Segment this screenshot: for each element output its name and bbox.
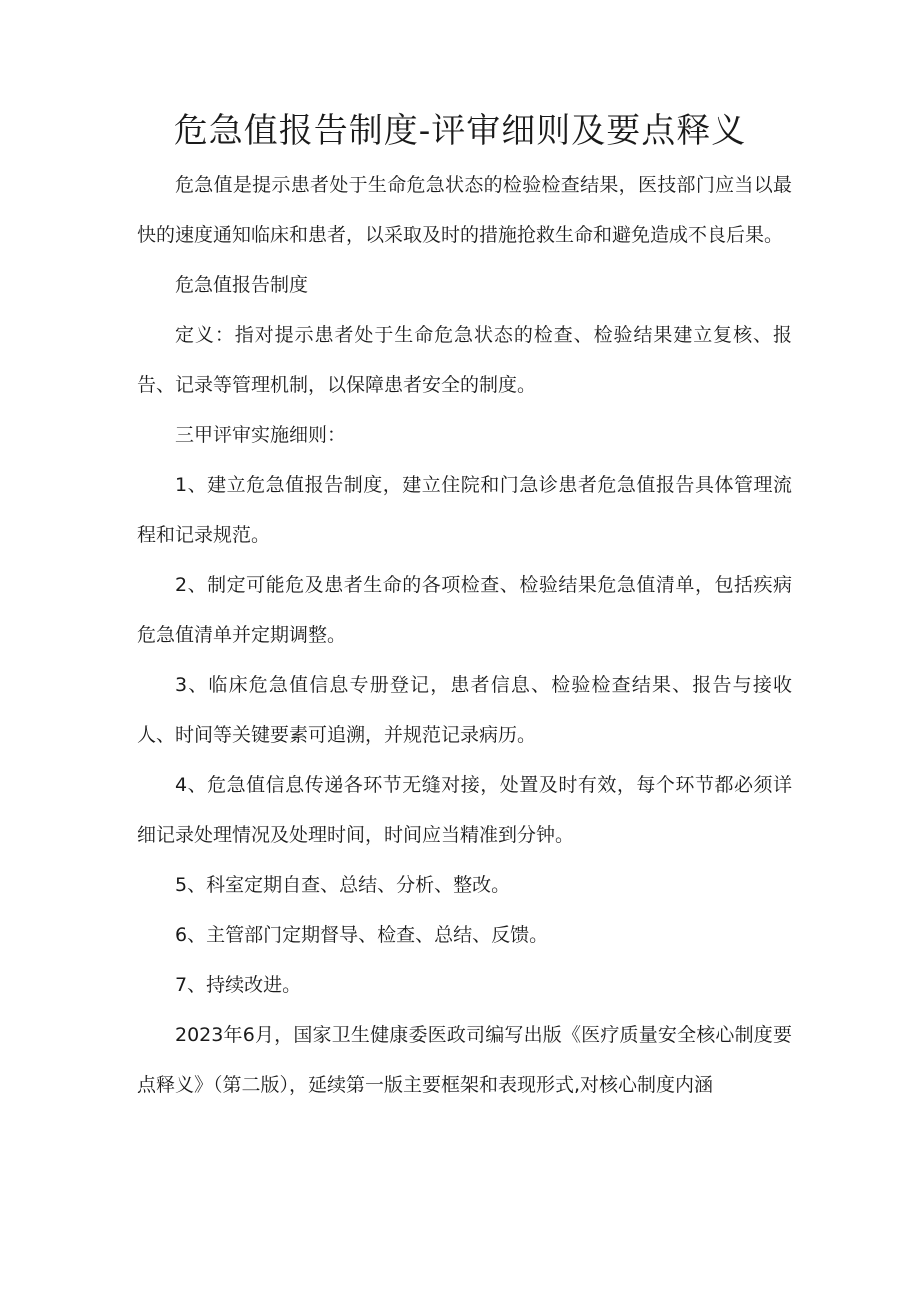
rule-item-4: 4、危急值信息传递各环节无缝对接，处置及时有效，每个环节都必须详细记录处理情况及处理时间，时间应当精准到分钟。 [137,774,792,846]
rule-item-3: 3、临床危急值信息专册登记，患者信息、检验检查结果、报告与接收人、时间等关键要素可追溯，并规范记录病历。 [137,674,792,746]
rule-item-1: 1、建立危急值报告制度，建立住院和门急诊患者危急值报告具体管理流程和记录规范。 [137,474,792,546]
rule-item-2: 2、制定可能危及患者生命的各项检查、检验结果危急值清单，包括疾病危急值清单并定期调整。 [137,574,792,646]
rules-heading: 三甲评审实施细则： [175,424,347,446]
definition-paragraph: 定义：指对提示患者处于生命危急状态的检查、检验结果建立复核、报告、记录等管理机制，以保障患者安全的制度。 [137,324,792,396]
intro-paragraph: 危急值是提示患者处于生命危急状态的检验检查结果，医技部门应当以最快的速度通知临床和患者，以采取及时的措施抢救生命和避免造成不良后果。 [137,174,792,246]
rule-item-6: 6、主管部门定期督导、检查、总结、反馈。 [175,924,549,946]
rule-item-7: 7、持续改进。 [175,974,302,996]
rule-item-5: 5、科室定期自查、总结、分析、整改。 [175,874,511,896]
closing-paragraph: 2023年6月，国家卫生健康委医政司编写出版《医疗质量安全核心制度要点释义》（第二版），延续第一版主要框架和表现形式,对核心制度内涵 [137,1024,792,1096]
document-body [137,160,792,1110]
section-heading: 危急值报告制度 [175,274,309,296]
document-title: 危急值报告制度-评审细则及要点释义 [173,111,747,151]
